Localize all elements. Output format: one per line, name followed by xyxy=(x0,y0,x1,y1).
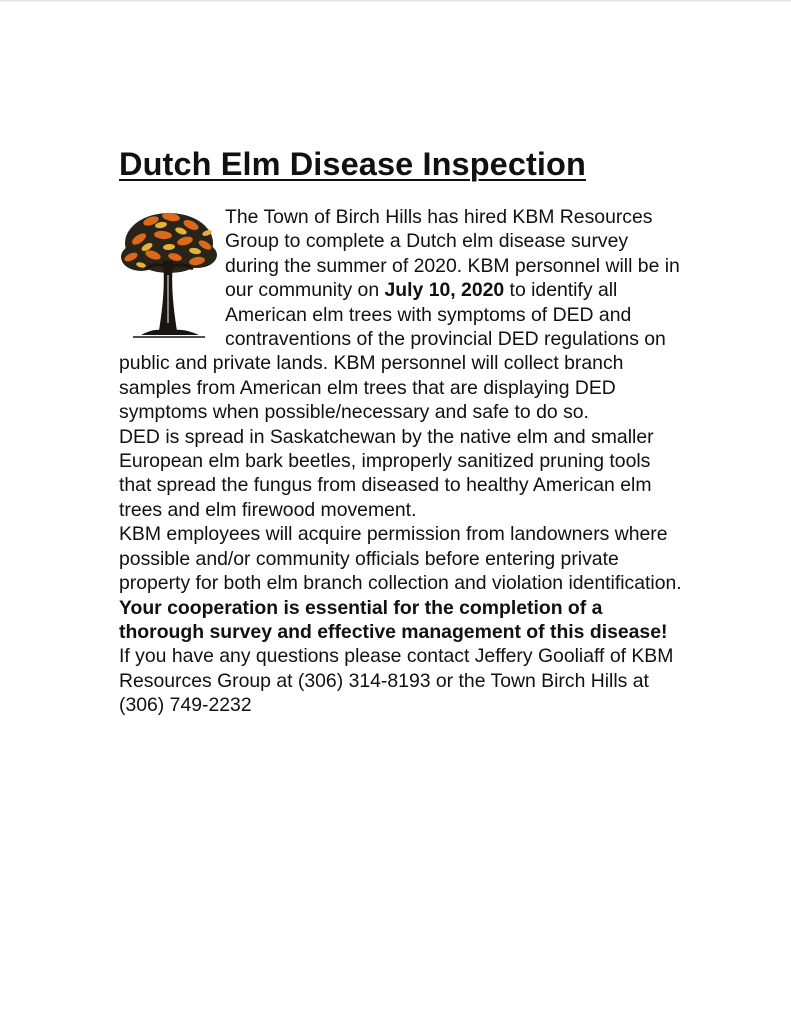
notice-body xyxy=(119,205,687,718)
scan-edge xyxy=(0,0,791,2)
inspection-date: July 10, 2020 xyxy=(384,279,505,302)
intro-text-2: to identify all American elm trees with symptoms of DED and contraventions of the provincial DED regulations on public and private lands. KBM personnel will collect branch samples from American elm trees that are displaying DED symptoms when possible/necessary and safe to do so. xyxy=(119,279,666,424)
permission-paragraph xyxy=(119,522,687,644)
page-title: Dutch Elm Disease Inspection xyxy=(119,146,586,182)
spread-paragraph: DED is spread in Saskatchewan by the native elm and smaller European elm bark beetles, improperly sanitized pruning tools that spread the fungus from diseased to healthy American elm trees and elm firewood movement. xyxy=(119,425,654,521)
cooperation-emphasis: Your cooperation is essential for the completion of a thorough survey and effective management of this disease! xyxy=(119,596,668,643)
intro-text-1: The Town of Birch Hills has hired KBM Resources Group to complete a Dutch elm disease survey during the summer of 2020. KBM personnel will be in our community on xyxy=(225,206,680,302)
elm-tree-illustration xyxy=(119,205,217,345)
permission-text: KBM employees will acquire permission from landowners where possible and/or community officials before entering private property for both elm branch collection and violation identification. xyxy=(119,523,682,595)
contact-paragraph: If you have any questions please contact Jeffery Gooliaff of KBM Resources Group at (306) 314-8193 or the Town Birch Hills at (306) 749-2232 xyxy=(119,645,674,717)
